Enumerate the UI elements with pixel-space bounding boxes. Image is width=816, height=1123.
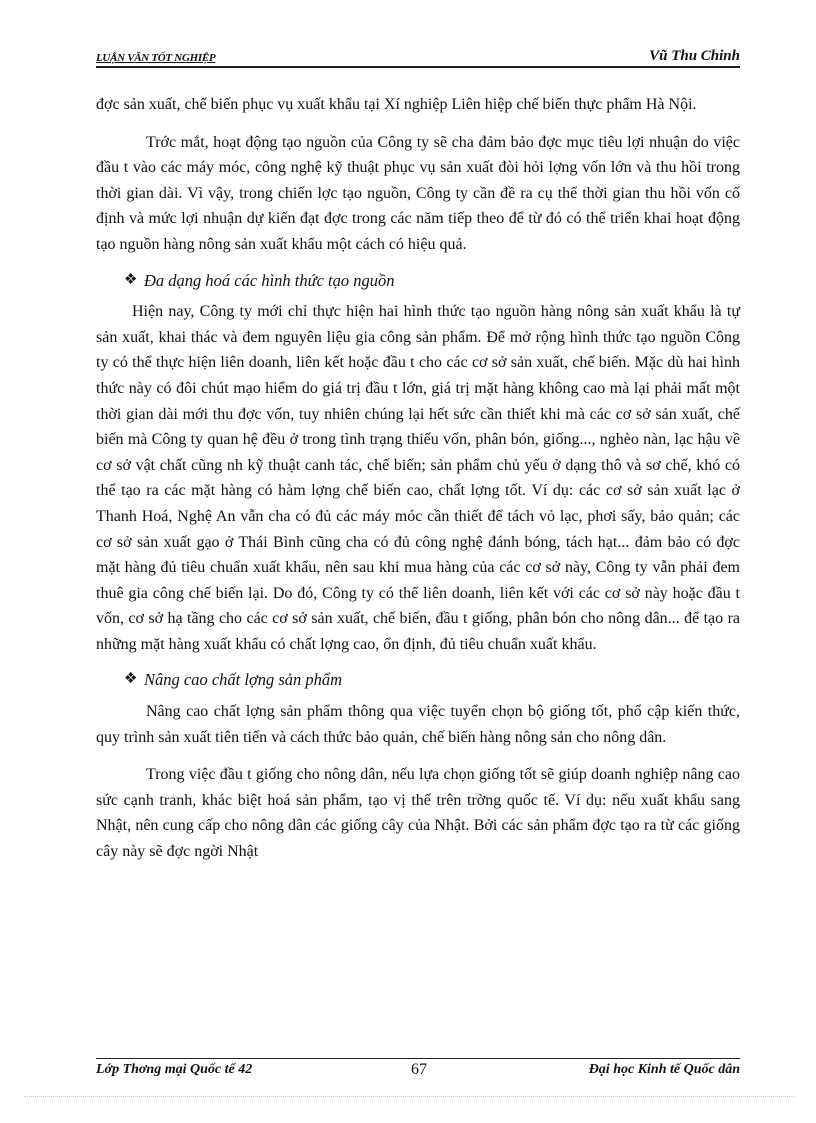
footer-class: Lớp Thơng mại Quốc tế 42 [96,1062,253,1077]
paragraph: Trong việc đầu t giống cho nông dân, nếu lựa chọn giống tốt sẽ giúp doanh nghiệp nâng cao sức cạnh tranh, khác biệt hoá sản phẩm, tạo vị thế trên trờng quốc tế. Ví dụ: nếu xuất khẩu sang Nhật, nên cung cấp cho nông dân các giống cây của Nhật. Bởi các sản phẩm đợc tạo ra từ các giống cây này sẽ đợc ngời Nhật [96,766,740,861]
section-heading-text: Nâng cao chất lợng sản phẩm [144,670,343,690]
section-heading-text: Đa dạng hoá các hình thức tạo nguồn [144,270,395,290]
header-title: LUẬN VĂN TỐT NGHIỆP [96,52,216,64]
bullet-icon: ❖ [124,671,138,688]
section-heading [96,667,740,693]
page-edge-divider [24,1096,794,1097]
paragraph: Trớc mắt, hoạt động tạo nguồn của Công ty sẽ cha đảm bảo đợc mục tiêu lợi nhuận do việc đầu t vào các máy móc, công nghệ kỹ thuật phục vụ sản xuất đòi hỏi lợng vốn lớn và thu hồi trong thời gian dài. Vì vậy, trong chiến lợc tạo nguồn, Công ty cần đề ra cụ thể thời gian thu hồi vốn cố định và mức lợi nhuận dự kiến đạt đợc trong các năm tiếp theo để từ đó có thể triển khai hoạt động tạo nguồn hàng nông sản xuất khẩu một cách có hiệu quả. [96,133,740,253]
paragraph: đợc sản xuất, chế biến phục vụ xuất khẩu tại Xí nghiệp Liên hiệp chế biến thực phẩm Hà Nội. [96,96,697,113]
section-heading [96,268,740,294]
header-author: Vũ Thu Chinh [649,48,740,64]
paragraph: Hiện nay, Công ty mới chỉ thực hiện hai hình thức tạo nguồn hàng nông sản xuất khẩu là tự sản xuất, khai thác và đem nguyên liệu gia công sản phẩm. Để mở rộng hình thức tạo nguồn Công ty có thể thực hiện liên doanh, liên kết hoặc đầu t cho các cơ sở sản xuất, chế biến. Mặc dù hai hình thức này có đôi chút mạo hiểm do giá trị đầu t lớn, giá trị mặt hàng không cao mà lại phải mất một thời gian dài mới thu đợc vốn, tuy nhiên chúng lại hết sức cần thiết khi mà các cơ sở sản xuất, chế biến mà Công ty quan hệ đều ở trong tình trạng thiếu vốn, phân bón, giống..., nghèo nàn, lạc hậu về cơ sở vật chất cũng nh kỹ thuật canh tác, chế biến; sản phẩm chủ yếu ở dạng thô và sơ chế, khó có thể tạo ra các mặt hàng có hàm lợng chế biến cao, chất lợng tốt. Ví dụ: các cơ sở sản xuất lạc ở Thanh Hoá, Nghệ An vẫn cha có đủ các máy móc cần thiết để tách vỏ lạc, phơi sấy, bảo quản; các cơ sở sản xuất gạo ở Thái Bình cũng cha có đủ công nghệ đánh bóng, tách hạt... đảm bảo có đợc mặt hàng đủ tiêu chuẩn xuất khẩu, nên sau khi mua hàng của các cơ sở này, Công ty vẫn phải đem thuê gia công chế biến lại. Do đó, Công ty có thể liên doanh, liên kết với các cơ sở này hoặc đầu t vốn, cơ sở hạ tầng cho các cơ sở sản xuất, chế biến, đầu t giống, phân bón cho nông dân... để tạo ra những mặt hàng xuất khẩu có chất lợng cao, ổn định, đủ tiêu chuẩn xuất khẩu. [96,303,740,653]
document-body [96,92,740,865]
paragraph: Nâng cao chất lợng sản phẩm thông qua việc tuyển chọn bộ giống tốt, phổ cập kiến thức, quy trình sản xuất tiên tiến và cách thức bảo quản, chế biến hàng nông sản cho nông dân. [96,703,740,746]
footer-university: Đại học Kinh tế Quốc dân [588,1062,740,1077]
page-number: 67 [411,1061,427,1078]
page-header [96,44,740,68]
bullet-icon: ❖ [124,271,138,288]
page-footer [96,1058,740,1081]
